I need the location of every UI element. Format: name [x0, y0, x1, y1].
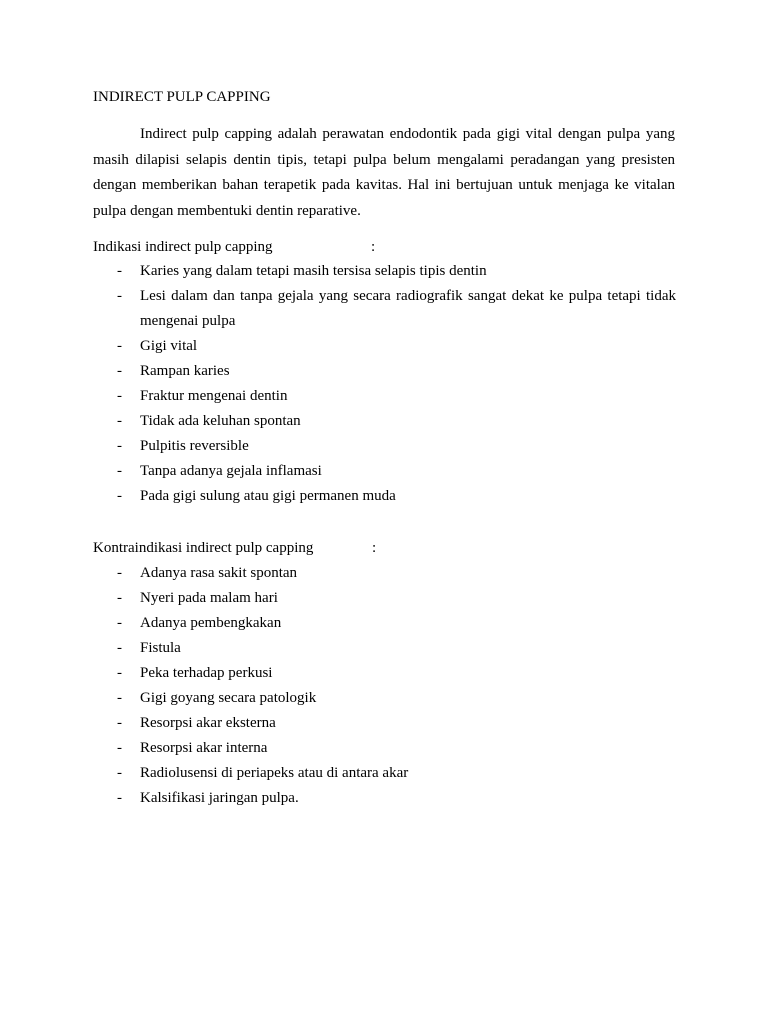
indications-heading — [93, 237, 493, 257]
bullet-dash: - — [117, 488, 122, 504]
list-item — [0, 384, 676, 409]
list-item-text: Adanya pembengkakan — [140, 615, 282, 631]
bullet-dash: - — [117, 413, 122, 429]
list-item — [0, 636, 676, 661]
bullet-dash: - — [117, 463, 122, 479]
indications-heading-text: Indikasi indirect pulp capping — [93, 239, 273, 255]
list-item-text: Kalsifikasi jaringan pulpa. — [140, 790, 299, 806]
list-item-text: Tanpa adanya gejala inflamasi — [140, 463, 322, 479]
bullet-dash: - — [117, 740, 122, 756]
list-item — [0, 484, 676, 509]
list-item — [0, 259, 676, 284]
list-item — [0, 459, 676, 484]
list-item — [0, 711, 676, 736]
list-item — [0, 409, 676, 434]
list-item-text: Fraktur mengenai dentin — [140, 388, 288, 404]
list-item — [0, 561, 676, 586]
list-item — [0, 761, 676, 786]
list-item-text: Peka terhadap perkusi — [140, 665, 273, 681]
list-item-text: Lesi dalam dan tanpa gejala yang secara radiografik sangat dekat ke pulpa tetapi tidak mengenai pulpa — [140, 288, 676, 329]
list-item-text: Nyeri pada malam hari — [140, 590, 278, 606]
list-item-text: Tidak ada keluhan spontan — [140, 413, 301, 429]
contraindications-heading — [93, 538, 493, 558]
list-item-text: Karies yang dalam tetapi masih tersisa selapis tipis dentin — [140, 263, 487, 279]
bullet-dash: - — [117, 790, 122, 806]
list-item — [0, 611, 676, 636]
bullet-dash: - — [117, 640, 122, 656]
bullet-dash: - — [117, 765, 122, 781]
list-item-text: Pulpitis reversible — [140, 438, 249, 454]
list-item-text: Adanya rasa sakit spontan — [140, 565, 298, 581]
list-item-text: Pada gigi sulung atau gigi permanen muda — [140, 488, 396, 504]
bullet-dash: - — [117, 338, 122, 354]
contraindications-list — [0, 561, 676, 811]
list-item — [0, 359, 676, 384]
list-item — [0, 334, 676, 359]
list-item-text: Rampan karies — [140, 363, 230, 379]
list-item-text: Resorpsi akar interna — [140, 740, 268, 756]
bullet-dash: - — [117, 288, 122, 304]
contraindications-heading-text: Kontraindikasi indirect pulp capping — [93, 540, 314, 556]
list-item-text: Fistula — [140, 640, 181, 656]
bullet-dash: - — [117, 590, 122, 606]
list-item — [0, 661, 676, 686]
bullet-dash: - — [117, 363, 122, 379]
list-item — [0, 736, 676, 761]
list-item — [0, 786, 676, 811]
intro-paragraph: Indirect pulp capping adalah perawatan endodontik pada gigi vital dengan pulpa yang masih dilapisi selapis dentin tipis, tetapi pulpa belum mengalami peradangan yang presisten dengan memberikan bahan terapetik pada kavitas. Hal ini bertujuan untuk menjaga ke vitalan pulpa dengan membentuki dentin reparative. — [93, 126, 675, 219]
list-item-text: Resorpsi akar eksterna — [140, 715, 276, 731]
list-item-text: Radiolusensi di periapeks atau di antara akar — [140, 765, 409, 781]
bullet-dash: - — [117, 690, 122, 706]
indications-heading-colon: : — [371, 239, 376, 255]
bullet-dash: - — [117, 615, 122, 631]
bullet-dash: - — [117, 263, 122, 279]
bullet-dash: - — [117, 715, 122, 731]
list-item — [0, 284, 676, 334]
list-item-text: Gigi goyang secara patologik — [140, 690, 317, 706]
document-title: INDIRECT PULP CAPPING — [93, 89, 271, 105]
list-item-text: Gigi vital — [140, 338, 198, 354]
bullet-dash: - — [117, 388, 122, 404]
contraindications-heading-colon: : — [372, 540, 377, 556]
list-item — [0, 686, 676, 711]
list-item — [0, 586, 676, 611]
bullet-dash: - — [117, 565, 122, 581]
list-item — [0, 434, 676, 459]
bullet-dash: - — [117, 438, 122, 454]
bullet-dash: - — [117, 665, 122, 681]
indications-list — [0, 259, 676, 509]
